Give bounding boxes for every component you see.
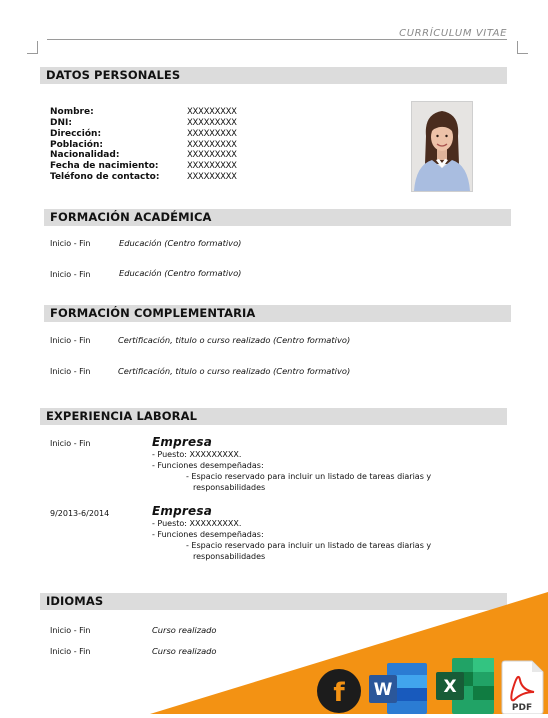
personal-value: XXXXXXXXX [187, 107, 237, 117]
academic-description: Educación (Centro formativo) [119, 238, 242, 248]
experience-position: - Puesto: XXXXXXXXX. [152, 519, 242, 528]
svg-text:X: X [443, 677, 457, 697]
language-dates: Inicio - Fin [50, 626, 91, 635]
personal-label: Nacionalidad: [50, 150, 120, 160]
academic-description: Educación (Centro formativo) [119, 268, 242, 278]
personal-label: Fecha de nacimiento: [50, 161, 159, 171]
personal-value: XXXXXXXXX [187, 150, 237, 160]
experience-dates: 9/2013-6/2014 [50, 509, 110, 518]
svg-text:PDF: PDF [511, 703, 533, 713]
language-description: Curso realizado [152, 646, 217, 656]
personal-value: XXXXXXXXX [187, 118, 237, 128]
personal-value: XXXXXXXXX [187, 172, 237, 182]
personal-label: Población: [50, 140, 103, 150]
personal-label: DNI: [50, 118, 72, 128]
experience-functions: - Funciones desempeñadas: [152, 530, 264, 539]
pdf-icon[interactable] [500, 660, 544, 714]
section-academic-heading: FORMACIÓN ACADÉMICA [44, 209, 511, 226]
personal-label: Nombre: [50, 107, 94, 117]
experience-task-cont: responsabilidades [193, 483, 266, 492]
language-dates: Inicio - Fin [50, 647, 91, 656]
complementary-description: Certificación, titulo o curso realizado (Centro formativo) [118, 366, 351, 376]
section-languages-heading: IDIOMAS [40, 593, 507, 610]
experience-task: - Espacio reservado para incluir un listado de tareas diarias y [186, 472, 432, 481]
section-complementary-heading: FORMACIÓN COMPLEMENTARIA [44, 305, 511, 322]
brand-logo-icon[interactable] [316, 668, 362, 714]
academic-dates: Inicio - Fin [50, 239, 91, 248]
personal-value: XXXXXXXXX [187, 140, 237, 150]
experience-task: - Espacio reservado para incluir un listado de tareas diarias y [186, 541, 432, 550]
section-experience-heading: EXPERIENCIA LABORAL [40, 408, 507, 425]
section-personal-heading: DATOS PERSONALES [40, 67, 507, 84]
experience-company: Empresa [152, 435, 212, 449]
personal-value: XXXXXXXXX [187, 129, 237, 139]
experience-functions: - Funciones desempeñadas: [152, 461, 264, 470]
excel-icon[interactable] [436, 658, 494, 714]
svg-text:f: f [333, 678, 345, 708]
personal-label: Dirección: [50, 129, 102, 139]
complementary-dates: Inicio - Fin [50, 336, 91, 345]
document-header-title: CURRÍCULUM VITAE [399, 28, 507, 39]
experience-task-cont: responsabilidades [193, 552, 266, 561]
personal-label: Teléfono de contacto: [50, 172, 160, 182]
academic-dates: Inicio - Fin [50, 270, 91, 279]
experience-dates: Inicio - Fin [50, 439, 91, 448]
personal-value: XXXXXXXXX [187, 161, 237, 171]
language-description: Curso realizado [152, 625, 217, 635]
complementary-dates: Inicio - Fin [50, 367, 91, 376]
word-icon[interactable] [369, 663, 427, 714]
svg-text:W: W [373, 680, 393, 700]
complementary-description: Certificación, titulo o curso realizado (Centro formativo) [118, 335, 351, 345]
experience-position: - Puesto: XXXXXXXXX. [152, 450, 242, 459]
experience-company: Empresa [152, 504, 212, 518]
